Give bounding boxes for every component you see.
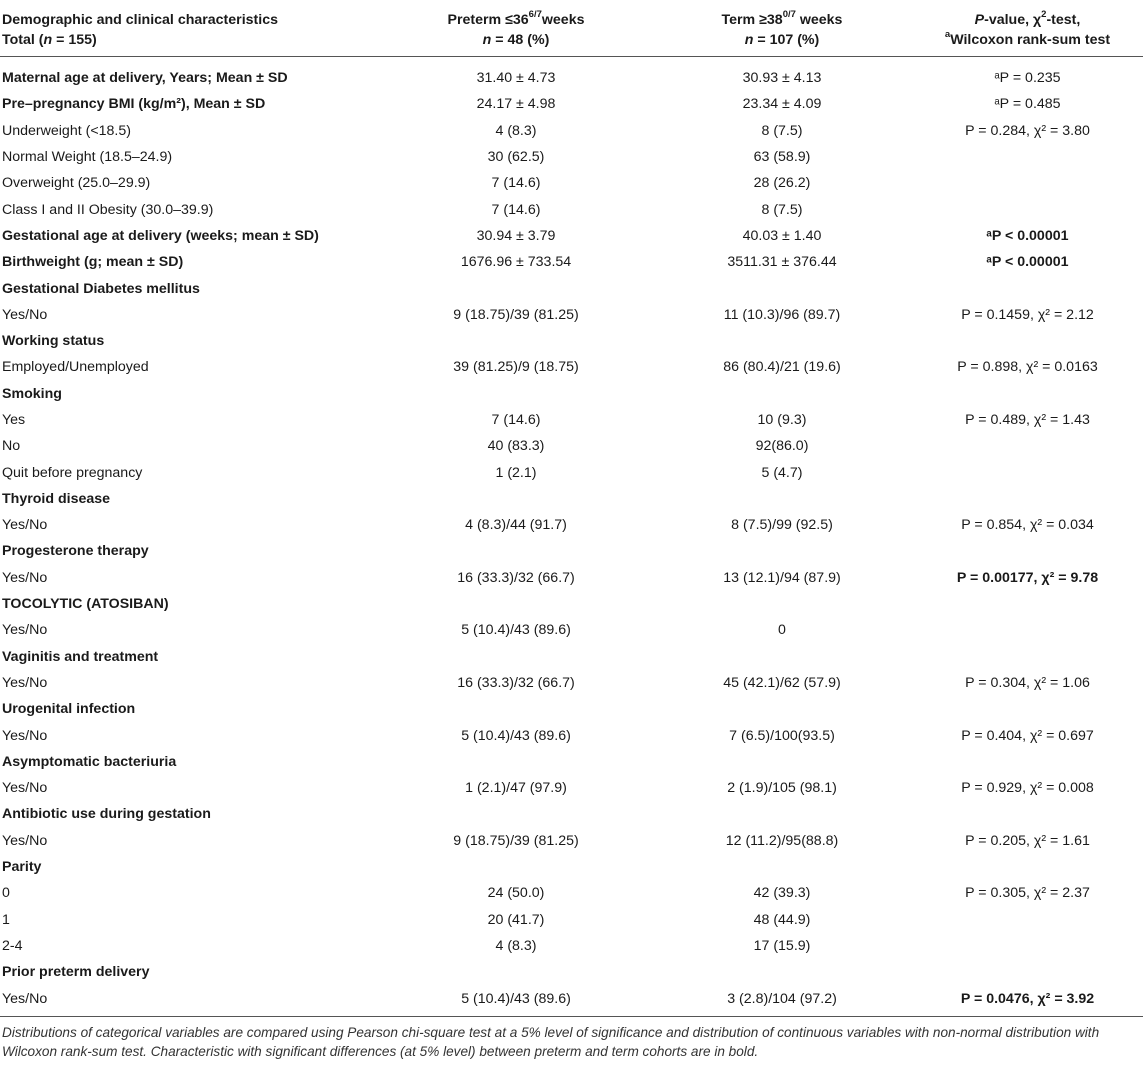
p-value: ᵃP < 0.00001 — [986, 254, 1069, 271]
p-value — [912, 644, 1143, 670]
table-row — [0, 538, 1143, 564]
preterm-value: 30.94 ± 3.79 — [476, 227, 556, 244]
term-value: 92(86.0) — [755, 438, 809, 455]
preterm-value: 24.17 ± 4.98 — [476, 96, 556, 113]
preterm-value: 16 (33.3)/32 (66.7) — [457, 569, 575, 586]
p-value: P = 0.1459, χ² = 2.12 — [961, 306, 1094, 323]
row-label: Thyroid disease — [2, 490, 111, 507]
row-label: Gestational Diabetes mellitus — [2, 280, 200, 297]
term-value — [652, 644, 912, 670]
row-label: Yes/No — [0, 985, 380, 1016]
p-value — [912, 275, 1143, 301]
table-row — [0, 617, 1143, 643]
preterm-value: 7 (14.6) — [491, 412, 541, 428]
table-row — [0, 749, 1143, 775]
preterm-value: 20 (41.7) — [487, 911, 545, 928]
term-value — [652, 486, 912, 512]
preterm-value — [380, 591, 652, 617]
table-row — [0, 959, 1143, 985]
p-value — [912, 591, 1143, 617]
row-label: Yes/No — [2, 517, 48, 534]
p-value: P = 0.929, χ² = 0.008 — [961, 780, 1094, 797]
header-preterm — [380, 0, 652, 57]
table-row — [0, 801, 1143, 827]
term-value: 48 (44.9) — [753, 911, 811, 928]
p-value: ᵃP = 0.235 — [994, 70, 1061, 87]
table-row — [0, 591, 1143, 617]
row-label: Employed/Unemployed — [2, 359, 149, 376]
term-value: 13 (12.1)/94 (87.9) — [723, 569, 841, 586]
table-row — [0, 933, 1143, 959]
preterm-value — [380, 749, 652, 775]
preterm-value — [380, 644, 652, 670]
table-row — [0, 696, 1143, 722]
term-value — [652, 801, 912, 827]
p-value — [912, 854, 1143, 880]
p-value — [912, 459, 1143, 485]
preterm-value: 7 (14.6) — [491, 175, 541, 192]
row-label: Pre–pregnancy BMI (kg/m²), Mean ± SD — [2, 96, 266, 113]
preterm-value: 1676.96 ± 733.54 — [460, 254, 572, 271]
p-value — [912, 486, 1143, 512]
table-footnote: Distributions of categorical variables are compared using Pearson chi-square test at a 5% level of significance and distribution of continuous variables with non-normal distribution with Wilcoxon rank-sum test. Characteristic with significant differences (at 5% level) between preterm and term cohorts are in bold. — [2, 1024, 1100, 1059]
table-row — [0, 644, 1143, 670]
row-label: 0 — [2, 885, 10, 902]
term-value — [652, 749, 912, 775]
table-row — [0, 512, 1143, 538]
term-value: 40.03 ± 1.40 — [742, 227, 822, 244]
table-row — [0, 196, 1143, 222]
header-col0-line1: Demographic and clinical characteristics — [2, 12, 278, 28]
row-label: Yes/No — [2, 674, 48, 691]
row-label: Vaginitis and treatment — [2, 648, 159, 665]
p-value — [912, 328, 1143, 354]
table-row — [0, 775, 1143, 801]
term-value: 17 (15.9) — [753, 937, 811, 954]
preterm-value — [380, 959, 652, 985]
row-label: Gestational age at delivery (weeks; mean ± SD) — [2, 227, 319, 244]
row-label: Urogenital infection — [2, 701, 136, 718]
term-value: 23.34 ± 4.09 — [742, 96, 822, 113]
preterm-value: 16 (33.3)/32 (66.7) — [457, 674, 575, 691]
preterm-value — [380, 381, 652, 407]
table-header — [0, 0, 1143, 57]
p-value: P = 0.854, χ² = 0.034 — [961, 517, 1094, 534]
preterm-value: 5 (10.4)/43 (89.6) — [461, 727, 571, 744]
p-value — [912, 959, 1143, 985]
preterm-value: 4 (8.3)/44 (91.7) — [465, 517, 567, 534]
term-value: 30.93 ± 4.13 — [742, 70, 822, 87]
term-value: 8 (7.5)/99 (92.5) — [731, 517, 833, 534]
term-value: 8 (7.5) — [761, 122, 803, 139]
header-pvalue — [912, 0, 1143, 57]
table-row — [0, 854, 1143, 880]
term-value: 11 (10.3)/96 (89.7) — [723, 306, 841, 323]
table-row — [0, 223, 1143, 249]
table-row — [0, 486, 1143, 512]
preterm-value: 9 (18.75)/39 (81.25) — [453, 832, 579, 849]
table-row — [0, 328, 1143, 354]
row-label: Maternal age at delivery, Years; Mean ± SD — [2, 70, 288, 87]
term-value — [652, 591, 912, 617]
row-label: No — [2, 438, 21, 455]
p-value — [912, 144, 1143, 170]
term-value: 10 (9.3) — [757, 412, 807, 428]
table-row — [0, 907, 1143, 933]
table-body — [0, 57, 1143, 1017]
preterm-value — [380, 328, 652, 354]
term-value — [652, 696, 912, 722]
row-label: Yes — [2, 412, 26, 428]
row-label: 2-4 — [2, 937, 23, 954]
p-value: P = 0.305, χ² = 2.37 — [965, 885, 1090, 902]
term-value: 7 (6.5)/100(93.5) — [729, 727, 835, 744]
header-preterm-label: Preterm $\le 36^{6/7}weeks$ — [447, 9, 585, 28]
table-row — [0, 91, 1143, 117]
p-value: P = 0.205, χ² = 1.61 — [965, 832, 1090, 849]
preterm-value: 9 (18.75)/39 (81.25) — [453, 306, 579, 323]
term-value: 86 (80.4)/21 (19.6) — [723, 359, 841, 376]
row-label: Yes/No — [2, 569, 48, 586]
row-label: Overweight (25.0–29.9) — [2, 175, 151, 192]
row-label: Yes/No — [2, 780, 48, 797]
term-value: 28 (26.2) — [753, 175, 811, 192]
row-label: Underweight (<18.5) — [2, 122, 131, 139]
table-row — [0, 275, 1143, 301]
preterm-value — [380, 538, 652, 564]
row-label: Yes/No — [2, 727, 48, 744]
header-term-label: Term $\ge 38^{0/7}$ weeks — [721, 9, 843, 28]
table-row — [0, 144, 1143, 170]
p-value: ᵃP < 0.00001 — [986, 227, 1069, 244]
table-row — [0, 302, 1143, 328]
p-value — [912, 933, 1143, 959]
row-label: Smoking — [2, 385, 62, 402]
table-row — [0, 57, 1143, 92]
row-label: Class I and II Obesity (30.0–39.9) — [2, 201, 214, 218]
term-value: 0 — [778, 622, 786, 639]
p-value — [912, 907, 1143, 933]
term-value — [652, 538, 912, 564]
row-label: Progesterone therapy — [2, 543, 149, 560]
p-value — [912, 617, 1143, 643]
p-value: P = 0.898, χ² = 0.0163 — [957, 359, 1098, 376]
table-row — [0, 722, 1143, 748]
preterm-value — [380, 801, 652, 827]
term-value — [652, 275, 912, 301]
term-value — [652, 328, 912, 354]
p-value: P = 0.00177, χ² = 9.78 — [956, 569, 1099, 586]
row-label: Parity — [2, 859, 42, 876]
p-value — [912, 749, 1143, 775]
table-row — [0, 985, 1143, 1016]
term-value: 3 (2.8)/104 (97.2) — [652, 985, 912, 1016]
preterm-value — [380, 696, 652, 722]
p-value — [912, 538, 1143, 564]
p-value: P = 0.284, χ² = 3.80 — [965, 122, 1090, 139]
p-value — [912, 196, 1143, 222]
preterm-value: 40 (83.3) — [487, 438, 545, 455]
row-label: Asymptomatic bacteriuria — [2, 753, 177, 770]
p-value — [912, 801, 1143, 827]
row-label: Yes/No — [2, 306, 48, 323]
row-label: Prior preterm delivery — [2, 964, 150, 981]
preterm-value — [380, 486, 652, 512]
row-label: TOCOLYTIC (ATOSIBAN) — [2, 596, 169, 613]
header-pvalue-line1: P-value, $\chi^2$-test, — [974, 9, 1081, 28]
preterm-value: 5 (10.4)/43 (89.6) — [461, 622, 571, 639]
preterm-value: 4 (8.3) — [495, 937, 537, 954]
term-value: 8 (7.5) — [761, 201, 803, 218]
table-row — [0, 170, 1143, 196]
term-value: 45 (42.1)/62 (57.9) — [723, 674, 841, 691]
preterm-value: 39 (81.25)/9 (18.75) — [453, 359, 579, 376]
term-value — [652, 959, 912, 985]
header-pvalue-line2: $^a$Wilcoxon rank-sum test — [944, 29, 1111, 48]
p-value — [912, 170, 1143, 196]
table-row — [0, 381, 1143, 407]
term-value: 5 (4.7) — [761, 464, 803, 481]
p-value: P = 0.404, χ² = 0.697 — [961, 727, 1094, 744]
table-row — [0, 828, 1143, 854]
row-label: Birthweight (g; mean ± SD) — [2, 254, 184, 271]
preterm-value: 1 (2.1) — [495, 464, 537, 481]
term-value: 3511.31 ± 376.44 — [727, 254, 837, 271]
header-characteristics — [0, 0, 380, 57]
p-value: ᵃP = 0.485 — [994, 96, 1061, 113]
table-row — [0, 118, 1143, 144]
term-value: 42 (39.3) — [753, 885, 811, 902]
term-value: 63 (58.9) — [753, 149, 811, 166]
header-term — [652, 0, 912, 57]
table-row — [0, 354, 1143, 380]
p-value — [912, 433, 1143, 459]
header-term-count: n = 107 (%) — [744, 32, 820, 48]
preterm-value: 5 (10.4)/43 (89.6) — [380, 985, 652, 1016]
row-label: Normal Weight (18.5–24.9) — [2, 149, 173, 166]
term-value: 2 (1.9)/105 (98.1) — [727, 780, 837, 797]
row-label: Working status — [2, 333, 105, 350]
table-row — [0, 249, 1143, 275]
row-label: Yes/No — [2, 622, 48, 639]
preterm-value: 24 (50.0) — [487, 885, 545, 902]
preterm-value — [380, 854, 652, 880]
preterm-value — [380, 275, 652, 301]
row-label: Quit before pregnancy — [2, 464, 143, 481]
row-label: Yes/No — [2, 832, 48, 849]
table-row — [0, 433, 1143, 459]
p-value: P = 0.0476, χ² = 3.92 — [912, 985, 1143, 1016]
row-label: Antibiotic use during gestation — [2, 806, 211, 823]
preterm-value: 31.40 ± 4.73 — [476, 70, 556, 87]
table-row — [0, 459, 1143, 485]
table-row — [0, 565, 1143, 591]
preterm-value: 30 (62.5) — [487, 149, 545, 166]
p-value: P = 0.304, χ² = 1.06 — [965, 674, 1090, 691]
header-preterm-count: n = 48 (%) — [482, 32, 550, 48]
term-value — [652, 854, 912, 880]
preterm-value: 4 (8.3) — [495, 122, 537, 139]
header-col0-total: Total (n = 155) — [2, 32, 97, 48]
table-row — [0, 670, 1143, 696]
table-row — [0, 407, 1143, 433]
p-value — [912, 696, 1143, 722]
p-value — [912, 381, 1143, 407]
table-row — [0, 880, 1143, 906]
preterm-value: 7 (14.6) — [491, 201, 541, 218]
term-value — [652, 381, 912, 407]
preterm-value: 1 (2.1)/47 (97.9) — [465, 780, 567, 797]
row-label: 1 — [2, 911, 10, 928]
p-value: P = 0.489, χ² = 1.43 — [965, 412, 1090, 428]
term-value: 12 (11.2)/95(88.8) — [725, 832, 839, 849]
